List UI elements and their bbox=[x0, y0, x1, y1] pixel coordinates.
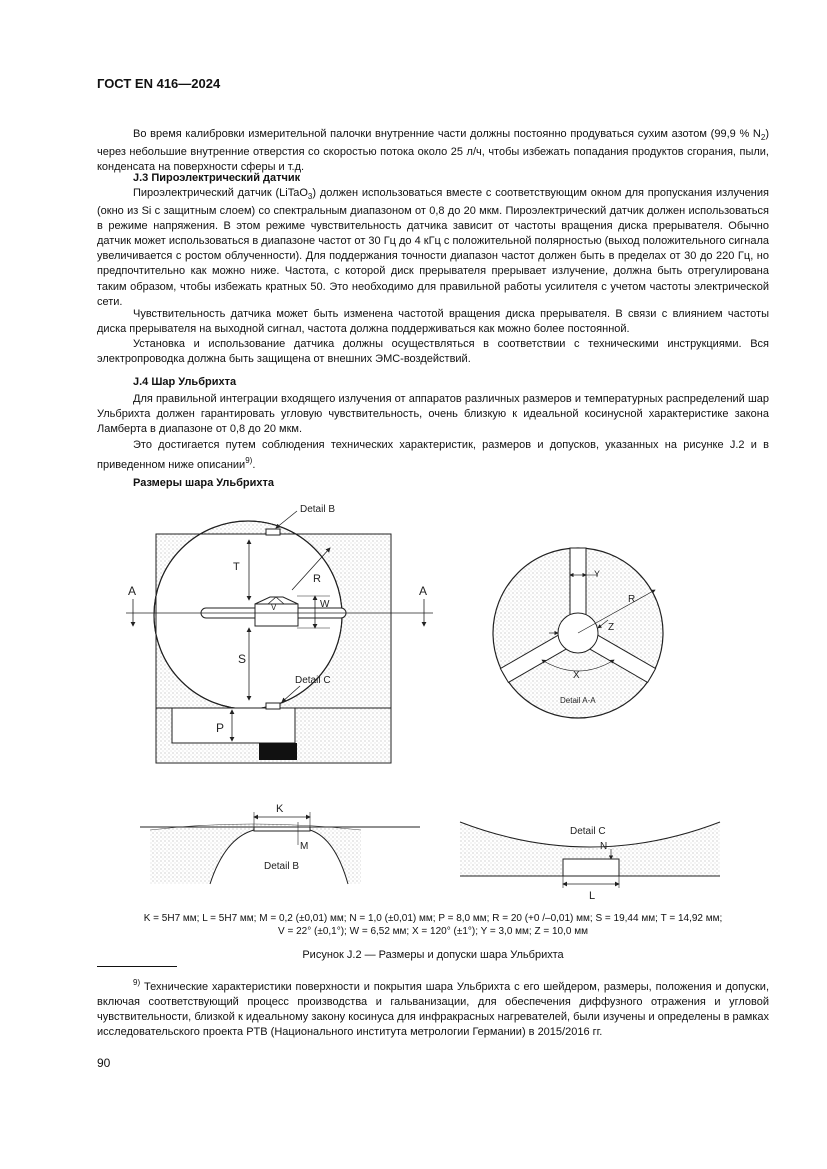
label-section-a-right: A bbox=[419, 584, 428, 598]
section-j3-title: J.3 Пироэлектрический датчик bbox=[133, 172, 301, 184]
label-n: N bbox=[600, 841, 608, 852]
label-t: T bbox=[233, 561, 240, 573]
document-header: ГОСТ EN 416—2024 bbox=[97, 76, 221, 91]
label-z: Z bbox=[608, 622, 615, 633]
figure-subtitle: Размеры шара Ульбрихта bbox=[133, 477, 275, 489]
detail-aa-drawing bbox=[493, 548, 663, 718]
j3-text-b: ) должен использоваться вместе с соответствующим окном для пропускания излучения (окно из Si с защитным слоем) со спектральным диапазоном от 0,8 до 20 мкм. Пироэлектрический датчик должен использоваться в режиме напряжения. В этом режиме чувствительность датчика зависит от частоты вращения диска прерывателя. Обычно датчик может использоваться в диапазоне частот от 30 Гц до 4 кГц с положительной полярностью (выход положительного сигнала увеличивается с ростом облученности). Для поддержания точности диапазон частот должен быть в пределах от 30 до 220 Гц, но предпочтительно как можно ниже. Частота, с которой диск прерывателя прерывает излучение, должна быть отрегулирована таким образом, чтобы избежать кратных 50. Это необходимо для правильной работы усилителя с учетом частоты электрической сети. bbox=[97, 187, 769, 308]
label-w: W bbox=[320, 599, 330, 610]
label-y: Y bbox=[594, 569, 601, 579]
label-l: L bbox=[589, 890, 596, 902]
label-detail-c-top: Detail C bbox=[295, 675, 331, 686]
label-detail-aa: Detail A-A bbox=[560, 696, 596, 705]
j4-text-a: Это достигается путем соблюдения технических характеристик, размеров и допусков, указанных на рисунке J.2 и в приведенном ниже описании bbox=[97, 439, 769, 472]
figure-dimensions-line-1: K = 5H7 мм; L = 5H7 мм; M = 0,2 (±0,01) мм; N = 1,0 (±0,01) мм; P = 8,0 мм; R = 20 (+0 /–0,01) мм; S = 19,44 мм; T = 14,92 мм; bbox=[143, 913, 723, 924]
label-detail-c: Detail C bbox=[570, 826, 606, 837]
intro-text-b: ) через небольшие внутренние отверстия со скоростью потока около 25 л/ч, чтобы избежать попадания продуктов сгорания, пыли, конденсата на поверхности сферы и т.д. bbox=[97, 128, 769, 174]
j3-paragraph-3: Установка и использование датчика должны осуществляться в соответствии с техническими инструкциями. Вся электропроводка должна быть защищена от внешних ЭМС-воздействий. bbox=[97, 338, 769, 366]
footnote-text: Технические характеристики поверхности и покрытия шара Ульбрихта с его шейдером, размеры, положения и допуски, включая соответствующий процесс производства и гальванизации, для обеспечения диффузного отражения и угловой чувствительности, близкой к идеальному закону косинуса для инфракрасных нагревателей, были изучены и определены в рамках исследовательского проекта PTB (Национального института метрологии Германии) в 2015/2016 гг. bbox=[97, 981, 769, 1038]
label-detail-b-top: Detail B bbox=[300, 504, 336, 515]
label-section-a-left: A bbox=[128, 584, 137, 598]
intro-text-a: Во время калибровки измерительной палочки внутренние части должны постоянно продуваться сухим азотом (99,9 % N bbox=[133, 128, 761, 140]
page-number: 90 bbox=[97, 1056, 111, 1070]
intro-subscript: 2 bbox=[760, 133, 766, 142]
label-r-main: R bbox=[313, 573, 321, 585]
label-x: X bbox=[573, 670, 580, 681]
j3-subscript: 3 bbox=[307, 192, 313, 201]
figure-dimensions-line-2: V = 22° (±0,1°); W = 6,52 мм; X = 120° (±1°); Y = 3,0 мм; Z = 10,0 мм bbox=[278, 926, 588, 937]
label-v: V bbox=[271, 603, 277, 612]
label-detail-b: Detail B bbox=[264, 861, 300, 872]
j4-paragraph-1: Для правильной интеграции входящего излучения от аппаратов различных размеров и температурных распределений шар Ульбрихта должен гарантировать угловую чувствительность, очень близкую к идеальной косинусной характеристике закона Ламберта в диапазоне от 0,8 до 20 мкм. bbox=[97, 393, 769, 436]
section-j4-title: J.4 Шар Ульбрихта bbox=[133, 376, 237, 388]
footnote bbox=[97, 975, 769, 1040]
label-p: P bbox=[216, 721, 225, 735]
footnote-divider bbox=[97, 966, 177, 967]
label-m: M bbox=[300, 841, 309, 852]
j4-text-b: . bbox=[252, 459, 256, 472]
label-s: S bbox=[238, 652, 247, 666]
sphere-housing-drawing bbox=[126, 511, 433, 763]
figure-caption: Рисунок J.2 — Размеры и допуски шара Ульбрихта bbox=[302, 949, 564, 961]
detail-b-drawing bbox=[140, 812, 420, 884]
j3-text-a: Пироэлектрический датчик (LiTaO bbox=[133, 187, 308, 199]
footnote-ref: 9) bbox=[245, 456, 253, 466]
footnote-mark: 9) bbox=[133, 978, 141, 987]
j3-paragraph-2: Чувствительность датчика может быть изменена частотой вращения диска прерывателя. В связи с влиянием частоты диска прерывателя на выходной сигнал, частота должна поддерживаться как можно более постоянной. bbox=[97, 308, 769, 336]
label-k: K bbox=[276, 803, 284, 815]
label-r-detail: R bbox=[628, 594, 636, 605]
